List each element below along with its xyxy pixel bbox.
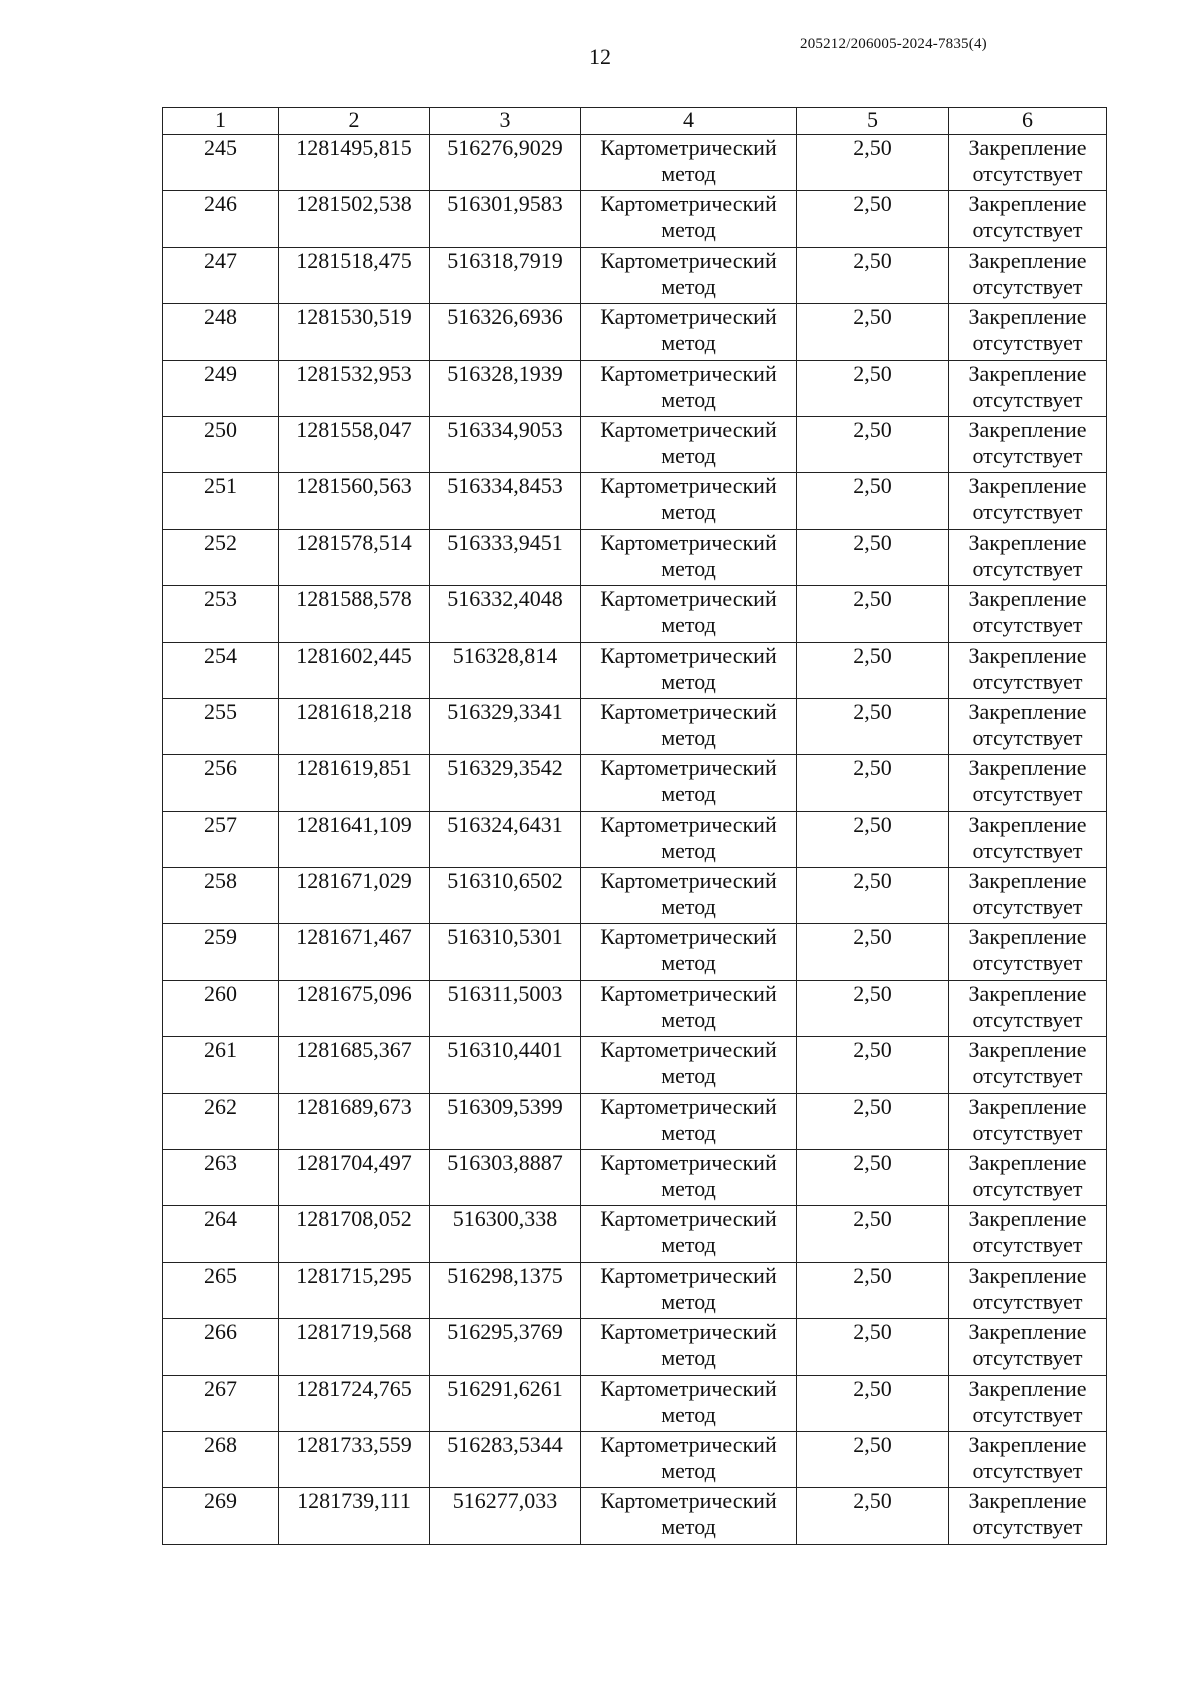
y-coordinate-cell: 516310,6502 bbox=[430, 868, 581, 924]
method-cell-line-1: Картометрический bbox=[600, 1206, 777, 1232]
method-cell-line-2: метод bbox=[661, 950, 716, 976]
column-header-5: 5 bbox=[797, 108, 949, 135]
method-cell-line-2: метод bbox=[661, 1063, 716, 1089]
fixing-cell-line-2: отсутствует bbox=[972, 273, 1083, 299]
method-cell bbox=[581, 755, 797, 811]
fixing-cell bbox=[949, 811, 1107, 867]
fixing-cell-line-2: отсутствует bbox=[972, 1119, 1083, 1145]
method-cell bbox=[581, 1037, 797, 1093]
table-row bbox=[163, 135, 1107, 191]
accuracy-cell: 2,50 bbox=[797, 811, 949, 867]
y-coordinate-cell: 516301,9583 bbox=[430, 191, 581, 247]
point-number-cell: 251 bbox=[163, 473, 279, 529]
point-number-cell: 262 bbox=[163, 1093, 279, 1149]
fixing-cell bbox=[949, 135, 1107, 191]
accuracy-cell: 2,50 bbox=[797, 586, 949, 642]
fixing-cell-line-1: Закрепление bbox=[968, 642, 1087, 668]
method-cell-line-1: Картометрический bbox=[600, 191, 777, 217]
fixing-cell-line-1: Закрепление bbox=[968, 1431, 1087, 1457]
point-number-cell: 246 bbox=[163, 191, 279, 247]
x-coordinate-cell: 1281588,578 bbox=[279, 586, 430, 642]
fixing-cell-line-1: Закрепление bbox=[968, 1037, 1087, 1063]
fixing-cell-line-1: Закрепление bbox=[968, 473, 1087, 499]
method-cell-line-2: метод bbox=[661, 1119, 716, 1145]
accuracy-cell: 2,50 bbox=[797, 1150, 949, 1206]
table-row bbox=[163, 1375, 1107, 1431]
fixing-cell-line-1: Закрепление bbox=[968, 1150, 1087, 1176]
accuracy-cell: 2,50 bbox=[797, 1037, 949, 1093]
x-coordinate-cell: 1281724,765 bbox=[279, 1375, 430, 1431]
method-cell-line-2: метод bbox=[661, 668, 716, 694]
fixing-cell-line-2: отсутствует bbox=[972, 161, 1083, 186]
accuracy-cell: 2,50 bbox=[797, 755, 949, 811]
method-cell-line-2: метод bbox=[661, 330, 716, 356]
fixing-cell bbox=[949, 416, 1107, 472]
fixing-cell-line-1: Закрепление bbox=[968, 1093, 1087, 1119]
method-cell bbox=[581, 1093, 797, 1149]
fixing-cell-line-1: Закрепление bbox=[968, 247, 1087, 273]
x-coordinate-cell: 1281502,538 bbox=[279, 191, 430, 247]
fixing-cell-line-2: отсутствует bbox=[972, 1063, 1083, 1089]
fixing-cell-line-2: отсутствует bbox=[972, 612, 1083, 638]
method-cell bbox=[581, 1488, 797, 1544]
table-row bbox=[163, 868, 1107, 924]
y-coordinate-cell: 516324,6431 bbox=[430, 811, 581, 867]
fixing-cell bbox=[949, 1319, 1107, 1375]
table-row bbox=[163, 1206, 1107, 1262]
x-coordinate-cell: 1281733,559 bbox=[279, 1431, 430, 1487]
method-cell-line-1: Картометрический bbox=[600, 1037, 777, 1063]
fixing-cell-line-2: отсутствует bbox=[972, 950, 1083, 976]
x-coordinate-cell: 1281578,514 bbox=[279, 529, 430, 585]
fixing-cell bbox=[949, 1037, 1107, 1093]
accuracy-cell: 2,50 bbox=[797, 473, 949, 529]
method-cell-line-2: метод bbox=[661, 1232, 716, 1258]
accuracy-cell: 2,50 bbox=[797, 529, 949, 585]
method-cell-line-2: метод bbox=[661, 612, 716, 638]
point-number-cell: 267 bbox=[163, 1375, 279, 1431]
fixing-cell-line-1: Закрепление bbox=[968, 980, 1087, 1006]
accuracy-cell: 2,50 bbox=[797, 1431, 949, 1487]
x-coordinate-cell: 1281739,111 bbox=[279, 1488, 430, 1544]
fixing-cell-line-1: Закрепление bbox=[968, 529, 1087, 555]
fixing-cell-line-1: Закрепление bbox=[968, 1319, 1087, 1345]
method-cell-line-1: Картометрический bbox=[600, 1431, 777, 1457]
table-row bbox=[163, 360, 1107, 416]
point-number-cell: 269 bbox=[163, 1488, 279, 1544]
fixing-cell bbox=[949, 980, 1107, 1036]
x-coordinate-cell: 1281560,563 bbox=[279, 473, 430, 529]
x-coordinate-cell: 1281715,295 bbox=[279, 1262, 430, 1318]
column-header-6: 6 bbox=[949, 108, 1107, 135]
table-row bbox=[163, 980, 1107, 1036]
method-cell-line-1: Картометрический bbox=[600, 924, 777, 950]
x-coordinate-cell: 1281671,029 bbox=[279, 868, 430, 924]
method-cell bbox=[581, 698, 797, 754]
accuracy-cell: 2,50 bbox=[797, 642, 949, 698]
point-number-cell: 254 bbox=[163, 642, 279, 698]
point-number-cell: 257 bbox=[163, 811, 279, 867]
accuracy-cell: 2,50 bbox=[797, 360, 949, 416]
method-cell bbox=[581, 1262, 797, 1318]
accuracy-cell: 2,50 bbox=[797, 1093, 949, 1149]
fixing-cell-line-2: отсутствует bbox=[972, 1457, 1083, 1483]
method-cell-line-2: метод bbox=[661, 1345, 716, 1371]
method-cell-line-2: метод bbox=[661, 499, 716, 525]
fixing-cell-line-2: отсутствует bbox=[972, 1288, 1083, 1314]
method-cell-line-1: Картометрический bbox=[600, 135, 777, 160]
method-cell-line-1: Картометрический bbox=[600, 1488, 777, 1514]
table-row bbox=[163, 698, 1107, 754]
table-header bbox=[163, 108, 1107, 135]
method-cell-line-2: метод bbox=[661, 555, 716, 581]
table-row bbox=[163, 811, 1107, 867]
x-coordinate-cell: 1281704,497 bbox=[279, 1150, 430, 1206]
fixing-cell bbox=[949, 924, 1107, 980]
table-row bbox=[163, 247, 1107, 303]
fixing-cell bbox=[949, 642, 1107, 698]
fixing-cell-line-1: Закрепление bbox=[968, 304, 1087, 330]
method-cell-line-2: метод bbox=[661, 1457, 716, 1483]
point-number-cell: 245 bbox=[163, 135, 279, 191]
accuracy-cell: 2,50 bbox=[797, 304, 949, 360]
method-cell bbox=[581, 924, 797, 980]
y-coordinate-cell: 516283,5344 bbox=[430, 1431, 581, 1487]
x-coordinate-cell: 1281530,519 bbox=[279, 304, 430, 360]
method-cell bbox=[581, 642, 797, 698]
x-coordinate-cell: 1281602,445 bbox=[279, 642, 430, 698]
method-cell-line-2: метод bbox=[661, 781, 716, 807]
method-cell-line-2: метод bbox=[661, 1288, 716, 1314]
point-number-cell: 252 bbox=[163, 529, 279, 585]
fixing-cell-line-1: Закрепление bbox=[968, 811, 1087, 837]
fixing-cell bbox=[949, 868, 1107, 924]
fixing-cell-line-2: отсутствует bbox=[972, 555, 1083, 581]
x-coordinate-cell: 1281689,673 bbox=[279, 1093, 430, 1149]
y-coordinate-cell: 516334,9053 bbox=[430, 416, 581, 472]
method-cell bbox=[581, 868, 797, 924]
method-cell bbox=[581, 586, 797, 642]
fixing-cell-line-1: Закрепление bbox=[968, 135, 1087, 160]
fixing-cell-line-1: Закрепление bbox=[968, 924, 1087, 950]
fixing-cell-line-1: Закрепление bbox=[968, 586, 1087, 612]
fixing-cell bbox=[949, 360, 1107, 416]
x-coordinate-cell: 1281518,475 bbox=[279, 247, 430, 303]
method-cell-line-1: Картометрический bbox=[600, 698, 777, 724]
fixing-cell-line-2: отсутствует bbox=[972, 1006, 1083, 1032]
column-header-4: 4 bbox=[581, 108, 797, 135]
method-cell bbox=[581, 529, 797, 585]
table-row bbox=[163, 1319, 1107, 1375]
fixing-cell-line-2: отсутствует bbox=[972, 1176, 1083, 1202]
accuracy-cell: 2,50 bbox=[797, 1319, 949, 1375]
fixing-cell-line-2: отсутствует bbox=[972, 1401, 1083, 1427]
method-cell-line-2: метод bbox=[661, 724, 716, 750]
method-cell-line-2: метод bbox=[661, 386, 716, 412]
fixing-cell bbox=[949, 191, 1107, 247]
method-cell bbox=[581, 191, 797, 247]
y-coordinate-cell: 516298,1375 bbox=[430, 1262, 581, 1318]
fixing-cell-line-2: отсутствует bbox=[972, 1232, 1083, 1258]
fixing-cell-line-1: Закрепление bbox=[968, 191, 1087, 217]
table-row bbox=[163, 191, 1107, 247]
y-coordinate-cell: 516334,8453 bbox=[430, 473, 581, 529]
method-cell-line-2: метод bbox=[661, 442, 716, 468]
point-number-cell: 260 bbox=[163, 980, 279, 1036]
method-cell-line-1: Картометрический bbox=[600, 980, 777, 1006]
accuracy-cell: 2,50 bbox=[797, 868, 949, 924]
method-cell-line-1: Картометрический bbox=[600, 1375, 777, 1401]
point-number-cell: 258 bbox=[163, 868, 279, 924]
column-header-1: 1 bbox=[163, 108, 279, 135]
point-number-cell: 266 bbox=[163, 1319, 279, 1375]
method-cell bbox=[581, 1375, 797, 1431]
x-coordinate-cell: 1281532,953 bbox=[279, 360, 430, 416]
method-cell bbox=[581, 1206, 797, 1262]
point-number-cell: 253 bbox=[163, 586, 279, 642]
method-cell-line-2: метод bbox=[661, 1401, 716, 1427]
coordinates-table bbox=[162, 107, 1107, 1545]
method-cell-line-1: Картометрический bbox=[600, 755, 777, 781]
point-number-cell: 268 bbox=[163, 1431, 279, 1487]
point-number-cell: 248 bbox=[163, 304, 279, 360]
y-coordinate-cell: 516333,9451 bbox=[430, 529, 581, 585]
method-cell-line-2: метод bbox=[661, 161, 716, 186]
fixing-cell-line-1: Закрепление bbox=[968, 360, 1087, 386]
y-coordinate-cell: 516310,5301 bbox=[430, 924, 581, 980]
fixing-cell-line-1: Закрепление bbox=[968, 1488, 1087, 1514]
fixing-cell bbox=[949, 304, 1107, 360]
table-row bbox=[163, 586, 1107, 642]
fixing-cell bbox=[949, 1262, 1107, 1318]
method-cell-line-1: Картометрический bbox=[600, 586, 777, 612]
header-row bbox=[163, 108, 1107, 135]
table-row bbox=[163, 473, 1107, 529]
fixing-cell-line-2: отсутствует bbox=[972, 894, 1083, 920]
method-cell-line-2: метод bbox=[661, 837, 716, 863]
method-cell-line-1: Картометрический bbox=[600, 811, 777, 837]
x-coordinate-cell: 1281671,467 bbox=[279, 924, 430, 980]
method-cell bbox=[581, 980, 797, 1036]
accuracy-cell: 2,50 bbox=[797, 416, 949, 472]
fixing-cell bbox=[949, 1093, 1107, 1149]
fixing-cell-line-1: Закрепление bbox=[968, 1375, 1087, 1401]
method-cell-line-2: метод bbox=[661, 1006, 716, 1032]
y-coordinate-cell: 516311,5003 bbox=[430, 980, 581, 1036]
method-cell bbox=[581, 360, 797, 416]
fixing-cell-line-2: отсутствует bbox=[972, 330, 1083, 356]
fixing-cell-line-1: Закрепление bbox=[968, 416, 1087, 442]
y-coordinate-cell: 516326,6936 bbox=[430, 304, 581, 360]
y-coordinate-cell: 516295,3769 bbox=[430, 1319, 581, 1375]
point-number-cell: 247 bbox=[163, 247, 279, 303]
table-row bbox=[163, 1431, 1107, 1487]
point-number-cell: 255 bbox=[163, 698, 279, 754]
y-coordinate-cell: 516332,4048 bbox=[430, 586, 581, 642]
table-row bbox=[163, 1150, 1107, 1206]
fixing-cell-line-2: отсутствует bbox=[972, 668, 1083, 694]
x-coordinate-cell: 1281558,047 bbox=[279, 416, 430, 472]
table-row bbox=[163, 304, 1107, 360]
x-coordinate-cell: 1281675,096 bbox=[279, 980, 430, 1036]
fixing-cell-line-2: отсутствует bbox=[972, 442, 1083, 468]
method-cell-line-1: Картометрический bbox=[600, 1150, 777, 1176]
method-cell-line-2: метод bbox=[661, 273, 716, 299]
table-row bbox=[163, 1488, 1107, 1544]
point-number-cell: 256 bbox=[163, 755, 279, 811]
table-row bbox=[163, 642, 1107, 698]
fixing-cell-line-2: отсутствует bbox=[972, 499, 1083, 525]
method-cell bbox=[581, 1431, 797, 1487]
method-cell-line-1: Картометрический bbox=[600, 360, 777, 386]
method-cell-line-1: Картометрический bbox=[600, 1093, 777, 1119]
table-row bbox=[163, 416, 1107, 472]
point-number-cell: 264 bbox=[163, 1206, 279, 1262]
accuracy-cell: 2,50 bbox=[797, 1206, 949, 1262]
y-coordinate-cell: 516300,338 bbox=[430, 1206, 581, 1262]
method-cell-line-1: Картометрический bbox=[600, 304, 777, 330]
method-cell-line-1: Картометрический bbox=[600, 642, 777, 668]
method-cell-line-1: Картометрический bbox=[600, 247, 777, 273]
accuracy-cell: 2,50 bbox=[797, 247, 949, 303]
method-cell bbox=[581, 811, 797, 867]
y-coordinate-cell: 516328,814 bbox=[430, 642, 581, 698]
table-row bbox=[163, 1093, 1107, 1149]
column-header-3: 3 bbox=[430, 108, 581, 135]
method-cell bbox=[581, 416, 797, 472]
fixing-cell bbox=[949, 755, 1107, 811]
y-coordinate-cell: 516309,5399 bbox=[430, 1093, 581, 1149]
x-coordinate-cell: 1281719,568 bbox=[279, 1319, 430, 1375]
x-coordinate-cell: 1281618,218 bbox=[279, 698, 430, 754]
table-row bbox=[163, 924, 1107, 980]
fixing-cell-line-2: отсутствует bbox=[972, 1514, 1083, 1540]
fixing-cell-line-2: отсутствует bbox=[972, 1345, 1083, 1371]
fixing-cell-line-2: отсутствует bbox=[972, 217, 1083, 243]
point-number-cell: 250 bbox=[163, 416, 279, 472]
method-cell-line-2: метод bbox=[661, 217, 716, 243]
fixing-cell-line-1: Закрепление bbox=[968, 698, 1087, 724]
fixing-cell bbox=[949, 529, 1107, 585]
accuracy-cell: 2,50 bbox=[797, 1262, 949, 1318]
point-number-cell: 265 bbox=[163, 1262, 279, 1318]
method-cell-line-2: метод bbox=[661, 1176, 716, 1202]
fixing-cell bbox=[949, 698, 1107, 754]
fixing-cell-line-1: Закрепление bbox=[968, 868, 1087, 894]
y-coordinate-cell: 516303,8887 bbox=[430, 1150, 581, 1206]
point-number-cell: 259 bbox=[163, 924, 279, 980]
y-coordinate-cell: 516291,6261 bbox=[430, 1375, 581, 1431]
fixing-cell-line-1: Закрепление bbox=[968, 755, 1087, 781]
table-row bbox=[163, 1262, 1107, 1318]
table-row bbox=[163, 529, 1107, 585]
x-coordinate-cell: 1281641,109 bbox=[279, 811, 430, 867]
fixing-cell-line-1: Закрепление bbox=[968, 1262, 1087, 1288]
fixing-cell bbox=[949, 473, 1107, 529]
accuracy-cell: 2,50 bbox=[797, 1375, 949, 1431]
method-cell-line-1: Картометрический bbox=[600, 473, 777, 499]
method-cell bbox=[581, 1150, 797, 1206]
method-cell-line-1: Картометрический bbox=[600, 1319, 777, 1345]
accuracy-cell: 2,50 bbox=[797, 1488, 949, 1544]
method-cell bbox=[581, 247, 797, 303]
method-cell-line-1: Картометрический bbox=[600, 868, 777, 894]
method-cell bbox=[581, 135, 797, 191]
fixing-cell bbox=[949, 247, 1107, 303]
y-coordinate-cell: 516318,7919 bbox=[430, 247, 581, 303]
method-cell-line-1: Картометрический bbox=[600, 416, 777, 442]
fixing-cell-line-2: отсутствует bbox=[972, 386, 1083, 412]
accuracy-cell: 2,50 bbox=[797, 980, 949, 1036]
table-row bbox=[163, 1037, 1107, 1093]
method-cell bbox=[581, 1319, 797, 1375]
point-number-cell: 249 bbox=[163, 360, 279, 416]
y-coordinate-cell: 516277,033 bbox=[430, 1488, 581, 1544]
fixing-cell bbox=[949, 1431, 1107, 1487]
column-header-2: 2 bbox=[279, 108, 430, 135]
x-coordinate-cell: 1281495,815 bbox=[279, 135, 430, 191]
fixing-cell bbox=[949, 1375, 1107, 1431]
method-cell bbox=[581, 304, 797, 360]
fixing-cell bbox=[949, 586, 1107, 642]
point-number-cell: 261 bbox=[163, 1037, 279, 1093]
fixing-cell-line-2: отсутствует bbox=[972, 837, 1083, 863]
method-cell-line-1: Картометрический bbox=[600, 529, 777, 555]
document-code: 205212/206005-2024-7835(4) bbox=[800, 36, 987, 52]
method-cell-line-1: Картометрический bbox=[600, 1262, 777, 1288]
table-body bbox=[163, 135, 1107, 1545]
y-coordinate-cell: 516328,1939 bbox=[430, 360, 581, 416]
y-coordinate-cell: 516329,3341 bbox=[430, 698, 581, 754]
y-coordinate-cell: 516276,9029 bbox=[430, 135, 581, 191]
x-coordinate-cell: 1281619,851 bbox=[279, 755, 430, 811]
method-cell-line-2: метод bbox=[661, 1514, 716, 1540]
accuracy-cell: 2,50 bbox=[797, 698, 949, 754]
x-coordinate-cell: 1281685,367 bbox=[279, 1037, 430, 1093]
y-coordinate-cell: 516310,4401 bbox=[430, 1037, 581, 1093]
fixing-cell-line-1: Закрепление bbox=[968, 1206, 1087, 1232]
accuracy-cell: 2,50 bbox=[797, 135, 949, 191]
table-row bbox=[163, 755, 1107, 811]
point-number-cell: 263 bbox=[163, 1150, 279, 1206]
fixing-cell bbox=[949, 1488, 1107, 1544]
method-cell-line-2: метод bbox=[661, 894, 716, 920]
accuracy-cell: 2,50 bbox=[797, 924, 949, 980]
x-coordinate-cell: 1281708,052 bbox=[279, 1206, 430, 1262]
accuracy-cell: 2,50 bbox=[797, 191, 949, 247]
fixing-cell bbox=[949, 1150, 1107, 1206]
y-coordinate-cell: 516329,3542 bbox=[430, 755, 581, 811]
page-number: 12 bbox=[589, 44, 611, 69]
fixing-cell bbox=[949, 1206, 1107, 1262]
fixing-cell-line-2: отсутствует bbox=[972, 781, 1083, 807]
method-cell bbox=[581, 473, 797, 529]
fixing-cell-line-2: отсутствует bbox=[972, 724, 1083, 750]
